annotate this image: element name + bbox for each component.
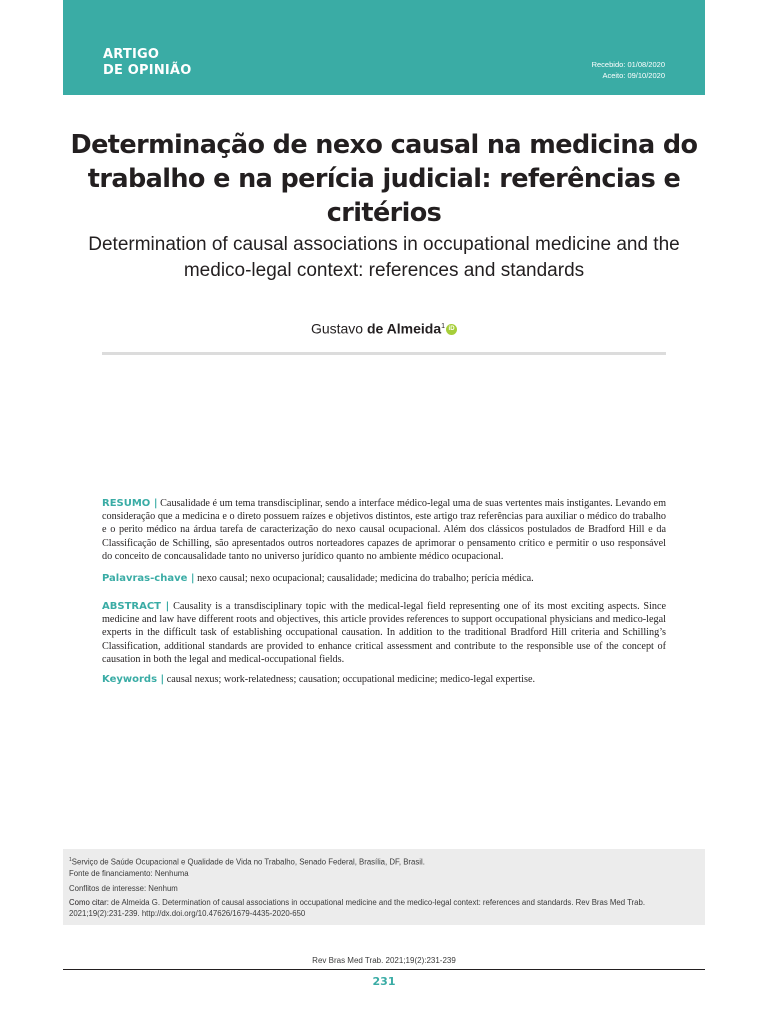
- keywords-text: causal nexus; work-relatedness; causation; occupational medicine; medico-legal expertise.: [166, 674, 536, 685]
- accepted-date: Aceito: 09/10/2020: [602, 71, 665, 80]
- keywords-label: Keywords |: [102, 674, 165, 685]
- footnote-funding: Fonte de financiamento: Nenhuma: [69, 869, 189, 878]
- abstract-block: [102, 600, 666, 666]
- palavras-chave-text: nexo causal; nexo ocupacional; causalidade; medicina do trabalho; perícia médica.: [197, 573, 534, 584]
- footnote-affiliation-text: Serviço de Saúde Ocupacional e Qualidade de Vida no Trabalho, Senado Federal, Brasília, DF, Brasil.: [71, 857, 425, 867]
- page-number: 231: [372, 975, 396, 988]
- footnote-box: [63, 849, 705, 925]
- header-band: [63, 0, 705, 95]
- palavras-chave-label: Palavras-chave |: [102, 573, 195, 584]
- palavras-chave-block: [102, 572, 666, 585]
- citation-label: Como citar:: [69, 898, 109, 907]
- section-label-line2: DE OPINIÃO: [103, 63, 192, 78]
- section-label-line1: ARTIGO: [103, 47, 160, 62]
- orcid-icon[interactable]: iD: [446, 324, 457, 335]
- footnote-affiliation: [69, 855, 699, 868]
- footnote-affiliation-mark: 1: [69, 857, 72, 863]
- author-first-name: Gustavo: [310, 320, 364, 337]
- resumo-block: [102, 497, 666, 563]
- abstract-label: ABSTRACT |: [102, 601, 170, 612]
- section-label: [103, 47, 191, 79]
- dates: [592, 59, 665, 81]
- author-line: [63, 318, 705, 338]
- resumo-label: RESUMO |: [102, 498, 158, 509]
- author-affiliation-mark: 1: [441, 323, 446, 330]
- journal-reference: Rev Bras Med Trab. 2021;19(2):231-239: [312, 956, 456, 965]
- footnote-citation: [69, 898, 699, 919]
- author-last-name: de Almeida: [366, 320, 442, 337]
- footnote-conflicts: Conflitos de interesse: Nenhum: [69, 884, 178, 893]
- abstract-text: Causality is a transdisciplinary topic with the medical-legal field representing one of its most exciting aspects. Since medicine and law have different roots and objectives, this article provides references to support occupational physicians and medico-legal experts in the difficult task of establishing occupational causation. In addition to the traditional Bradford Hill criteria and Schilling’s Classification, additional standards are provided to enhance critical assessment and contribute to the responsible use of the concept of causation in both the legal and medical-occupational fields.: [102, 601, 666, 665]
- citation-text: de Almeida G. Determination of causal associations in occupational medicine and the medico-legal context: references and standards. Rev Bras Med Trab. 2021;19(2):231-239. http://dx.doi.org/10.47626/1679-4435-2020-650: [69, 898, 645, 918]
- received-date: Recebido: 01/08/2020: [591, 60, 665, 69]
- footer-rule: [63, 969, 705, 970]
- resumo-text: Causalidade é um tema transdisciplinar, sendo a interface médico-legal uma de suas vertentes mais instigantes. Levando em consideração que a medicina e o direto possuem raízes e objetivos distintos, este artigo traz referências para auxiliar o médico do trabalho e o perito médico na árdua tarefa de caracterização do nexo causal ocupacional. Além dos clássicos postulados de Bradford Hill e da Classificação de Schilling, são apresentados outros norteadores capazes de aprimorar o pensamento crítico e permitir o uso responsável do conceito de concausalidade tanto no universo jurídico quanto no ambiente médico ocupacional.: [102, 498, 667, 562]
- title-divider: [102, 352, 666, 355]
- keywords-block: [102, 673, 666, 686]
- title-english: Determination of causal associations in occupational medicine and the medico-legal context: references and standards: [88, 234, 680, 281]
- title-portuguese: Determinação de nexo causal na medicina do trabalho e na perícia judicial: referências e critérios: [70, 130, 698, 228]
